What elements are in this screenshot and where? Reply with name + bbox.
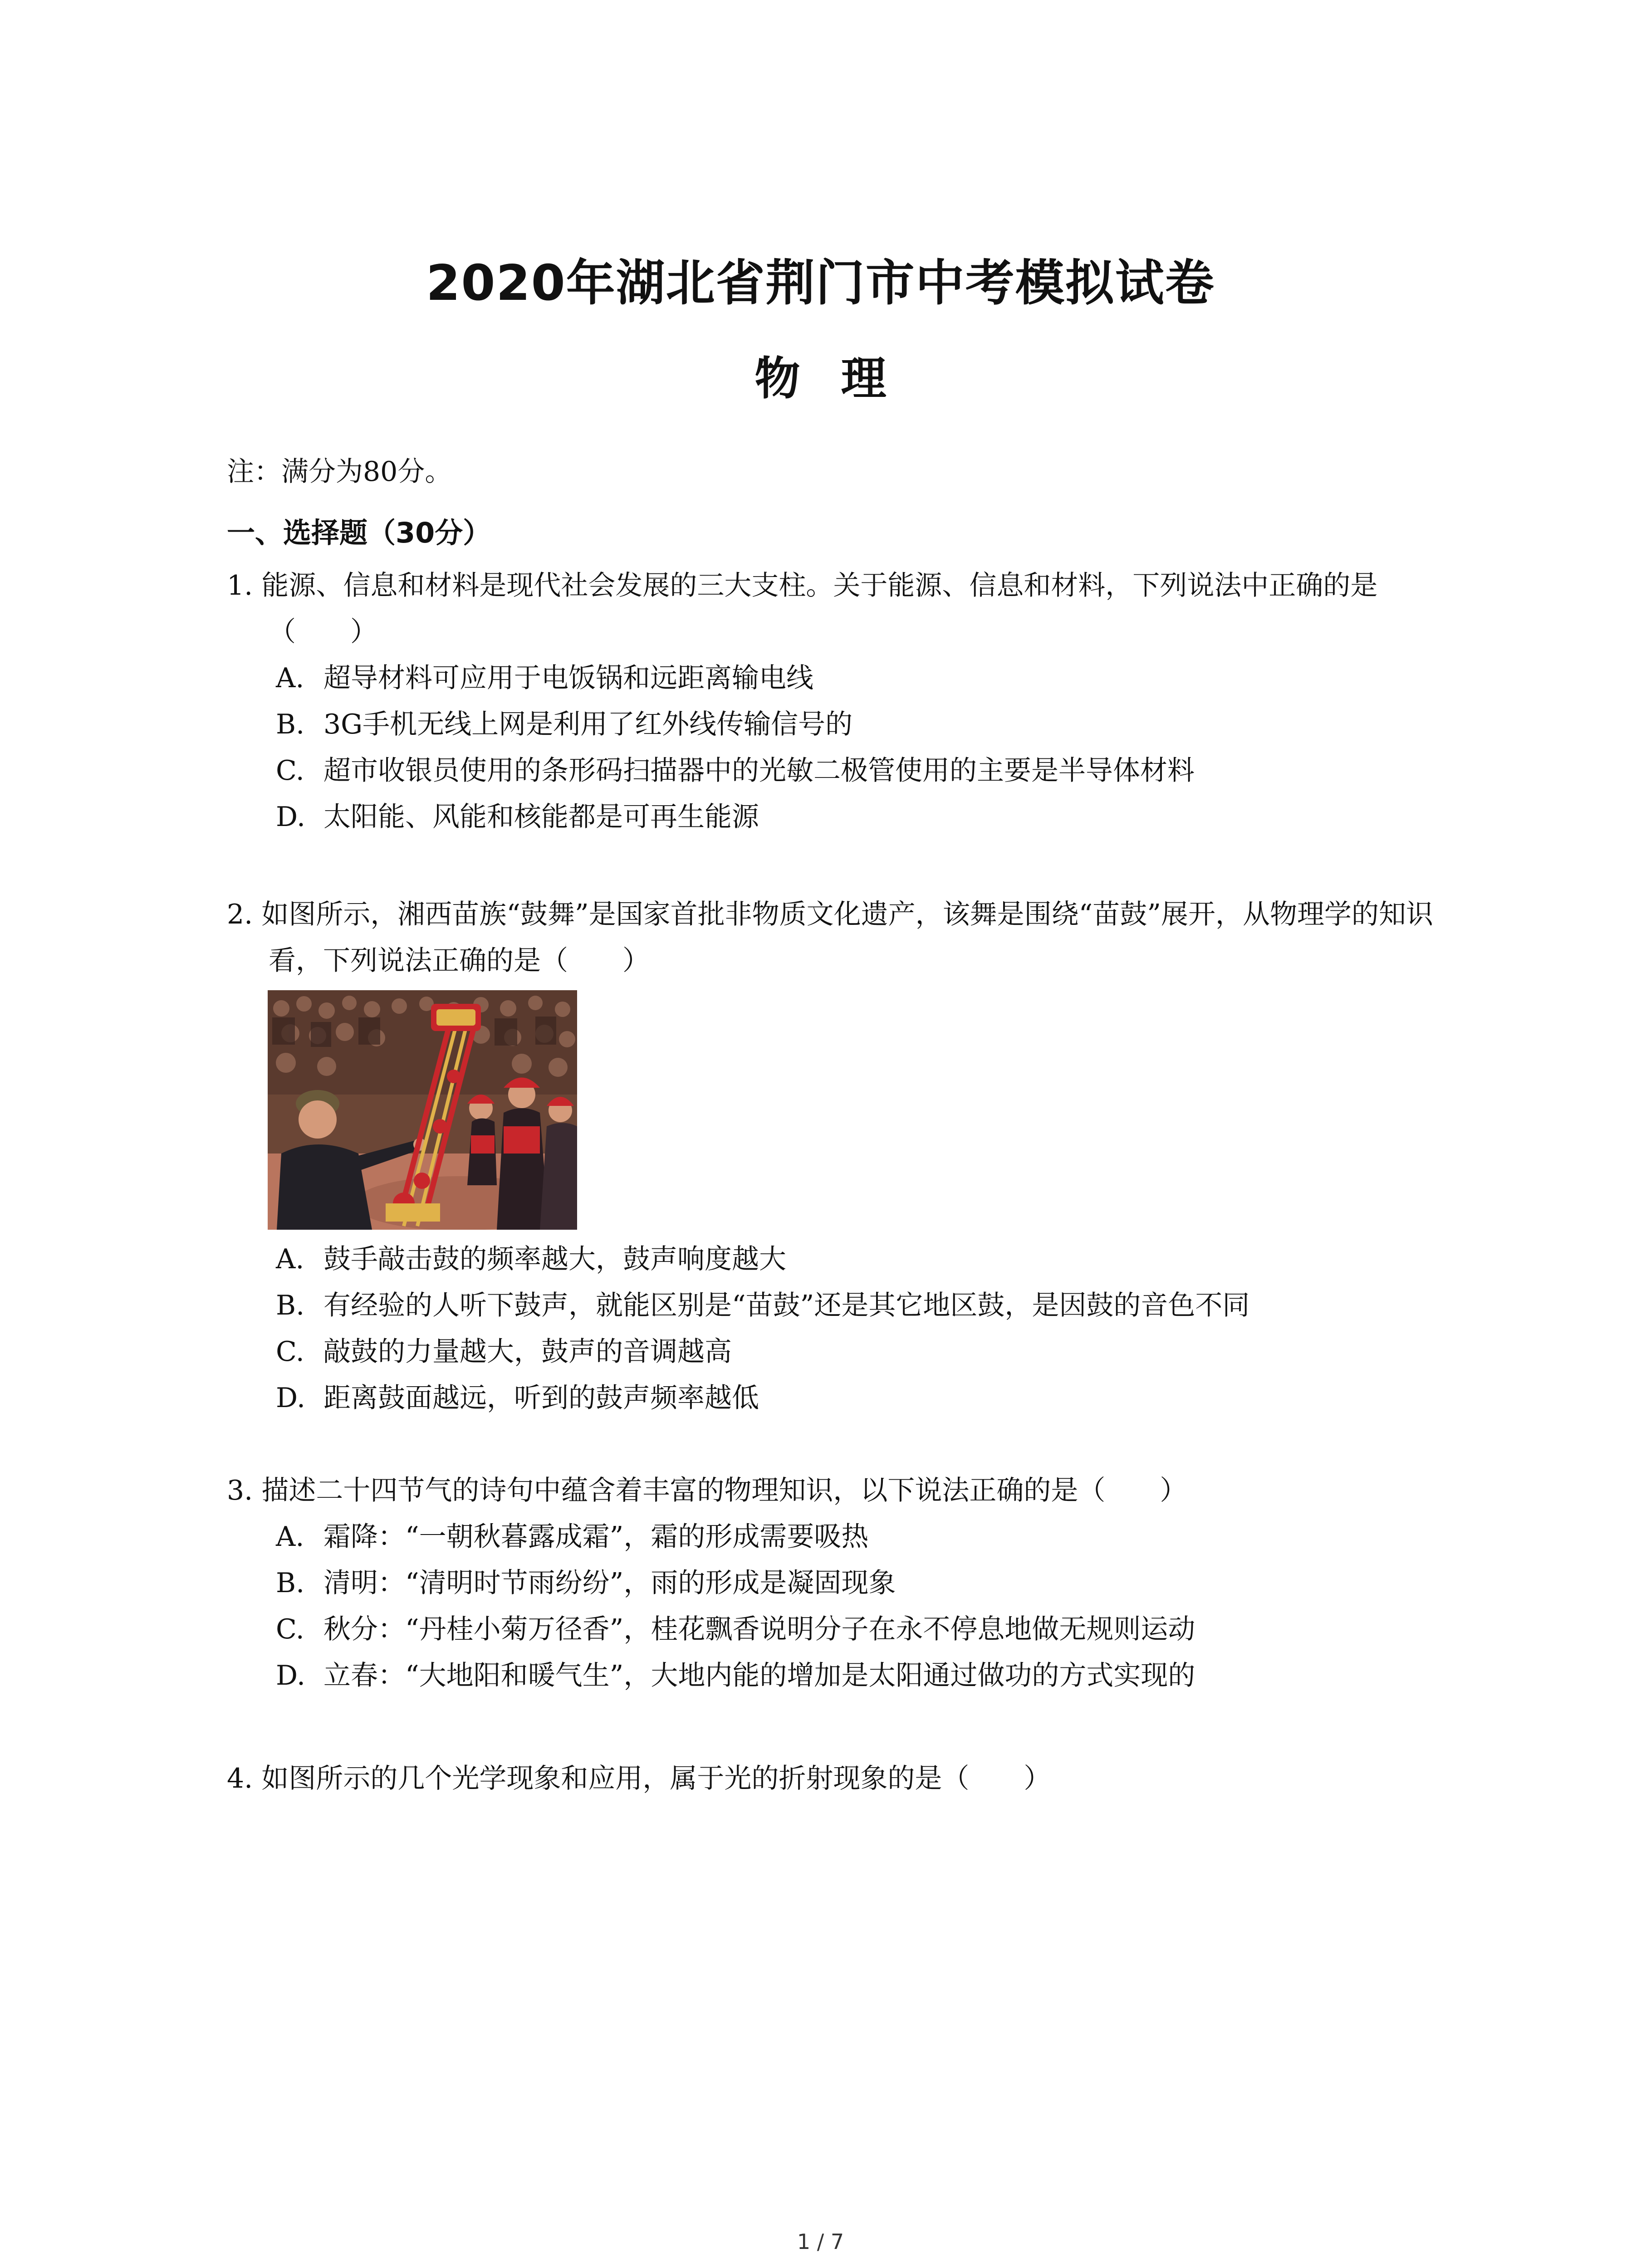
option-letter: C.: [276, 1613, 304, 1645]
exam-title: 2020年湖北省荆门市中考模拟试卷: [426, 255, 1215, 312]
option-d[interactable]: [227, 794, 1452, 840]
option-text: 有经验的人听下鼓声，就能区别是“苗鼓”还是其它地区鼓，是因鼓的音色不同: [323, 1290, 1250, 1321]
option-letter: A.: [276, 1243, 304, 1275]
question-number: 4.: [227, 1763, 253, 1794]
option-c[interactable]: [227, 1329, 1452, 1375]
option-letter: A.: [276, 662, 304, 694]
option-b[interactable]: [227, 1560, 1452, 1606]
option-b[interactable]: [227, 701, 1452, 748]
drum-dance-photo: [268, 990, 577, 1230]
option-letter: C.: [276, 755, 304, 787]
option-list: [227, 1514, 1452, 1699]
question-2: [227, 891, 1452, 1421]
option-letter: D.: [276, 1660, 306, 1691]
option-a[interactable]: [227, 655, 1452, 701]
option-letter: D.: [276, 1382, 306, 1414]
question-3: [227, 1467, 1452, 1699]
option-letter: D.: [276, 801, 306, 833]
question-number: 2.: [227, 899, 253, 930]
question-stem: [227, 891, 1452, 984]
question-text: 如图所示的几个光学现象和应用，属于光的折射现象的是（ ）: [261, 1763, 1051, 1794]
option-text: 秋分：“丹桂小菊万径香”，桂花飘香说明分子在永不停息地做无规则运动: [323, 1613, 1195, 1645]
subject-title: 物理: [754, 352, 927, 405]
option-letter: C.: [276, 1336, 304, 1368]
drum-dance-illustration: [268, 990, 577, 1230]
question-number: 3.: [227, 1475, 253, 1506]
option-d[interactable]: [227, 1652, 1452, 1699]
option-letter: B.: [276, 709, 305, 740]
question-stem: [227, 1467, 1452, 1514]
option-text: 超市收银员使用的条形码扫描器中的光敏二极管使用的主要是半导体材料: [323, 755, 1195, 787]
question-1: [227, 562, 1452, 840]
option-text: 太阳能、风能和核能都是可再生能源: [323, 801, 759, 833]
option-text: 3G手机无线上网是利用了红外线传输信号的: [323, 709, 853, 740]
option-text: 清明：“清明时节雨纷纷”，雨的形成是凝固现象: [323, 1567, 896, 1599]
option-text: 鼓手敲击鼓的频率越大，鼓声响度越大: [323, 1243, 786, 1275]
option-d[interactable]: [227, 1375, 1452, 1421]
page-number: 1 / 7: [797, 2229, 844, 2254]
section-heading: 一、选择题（30分）: [227, 516, 491, 549]
question-4: [227, 1755, 1452, 1802]
question-number: 1.: [227, 570, 253, 601]
option-text: 距离鼓面越远，听到的鼓声频率越低: [323, 1382, 759, 1414]
option-list: [227, 1236, 1452, 1421]
option-a[interactable]: [227, 1236, 1452, 1282]
question-text: 描述二十四节气的诗句中蕴含着丰富的物理知识，以下说法正确的是（ ）: [261, 1475, 1187, 1506]
option-text: 敲鼓的力量越大，鼓声的音调越高: [323, 1336, 732, 1368]
option-list: [227, 655, 1452, 840]
option-text: 立春：“大地阳和暖气生”，大地内能的增加是太阳通过做功的方式实现的: [323, 1660, 1195, 1691]
score-note: 注：满分为80分。: [227, 456, 452, 488]
option-letter: A.: [276, 1521, 304, 1553]
question-text: 能源、信息和材料是现代社会发展的三大支柱。关于能源、信息和材料，下列说法中正确的是（ ）: [261, 570, 1378, 648]
option-c[interactable]: [227, 1606, 1452, 1652]
question-stem: [227, 562, 1452, 655]
question-stem: [227, 1755, 1452, 1802]
option-letter: B.: [276, 1567, 305, 1599]
option-c[interactable]: [227, 748, 1452, 794]
option-text: 超导材料可应用于电饭锅和远距离输电线: [323, 662, 813, 694]
question-text: 如图所示，湘西苗族“鼓舞”是国家首批非物质文化遗产，该舞是围绕“苗鼓”展开，从物理学的知识看，下列说法正确的是（ ）: [261, 899, 1434, 977]
option-b[interactable]: [227, 1282, 1452, 1329]
option-letter: B.: [276, 1290, 305, 1321]
option-text: 霜降：“一朝秋暮露成霜”，霜的形成需要吸热: [323, 1521, 869, 1553]
option-a[interactable]: [227, 1514, 1452, 1560]
